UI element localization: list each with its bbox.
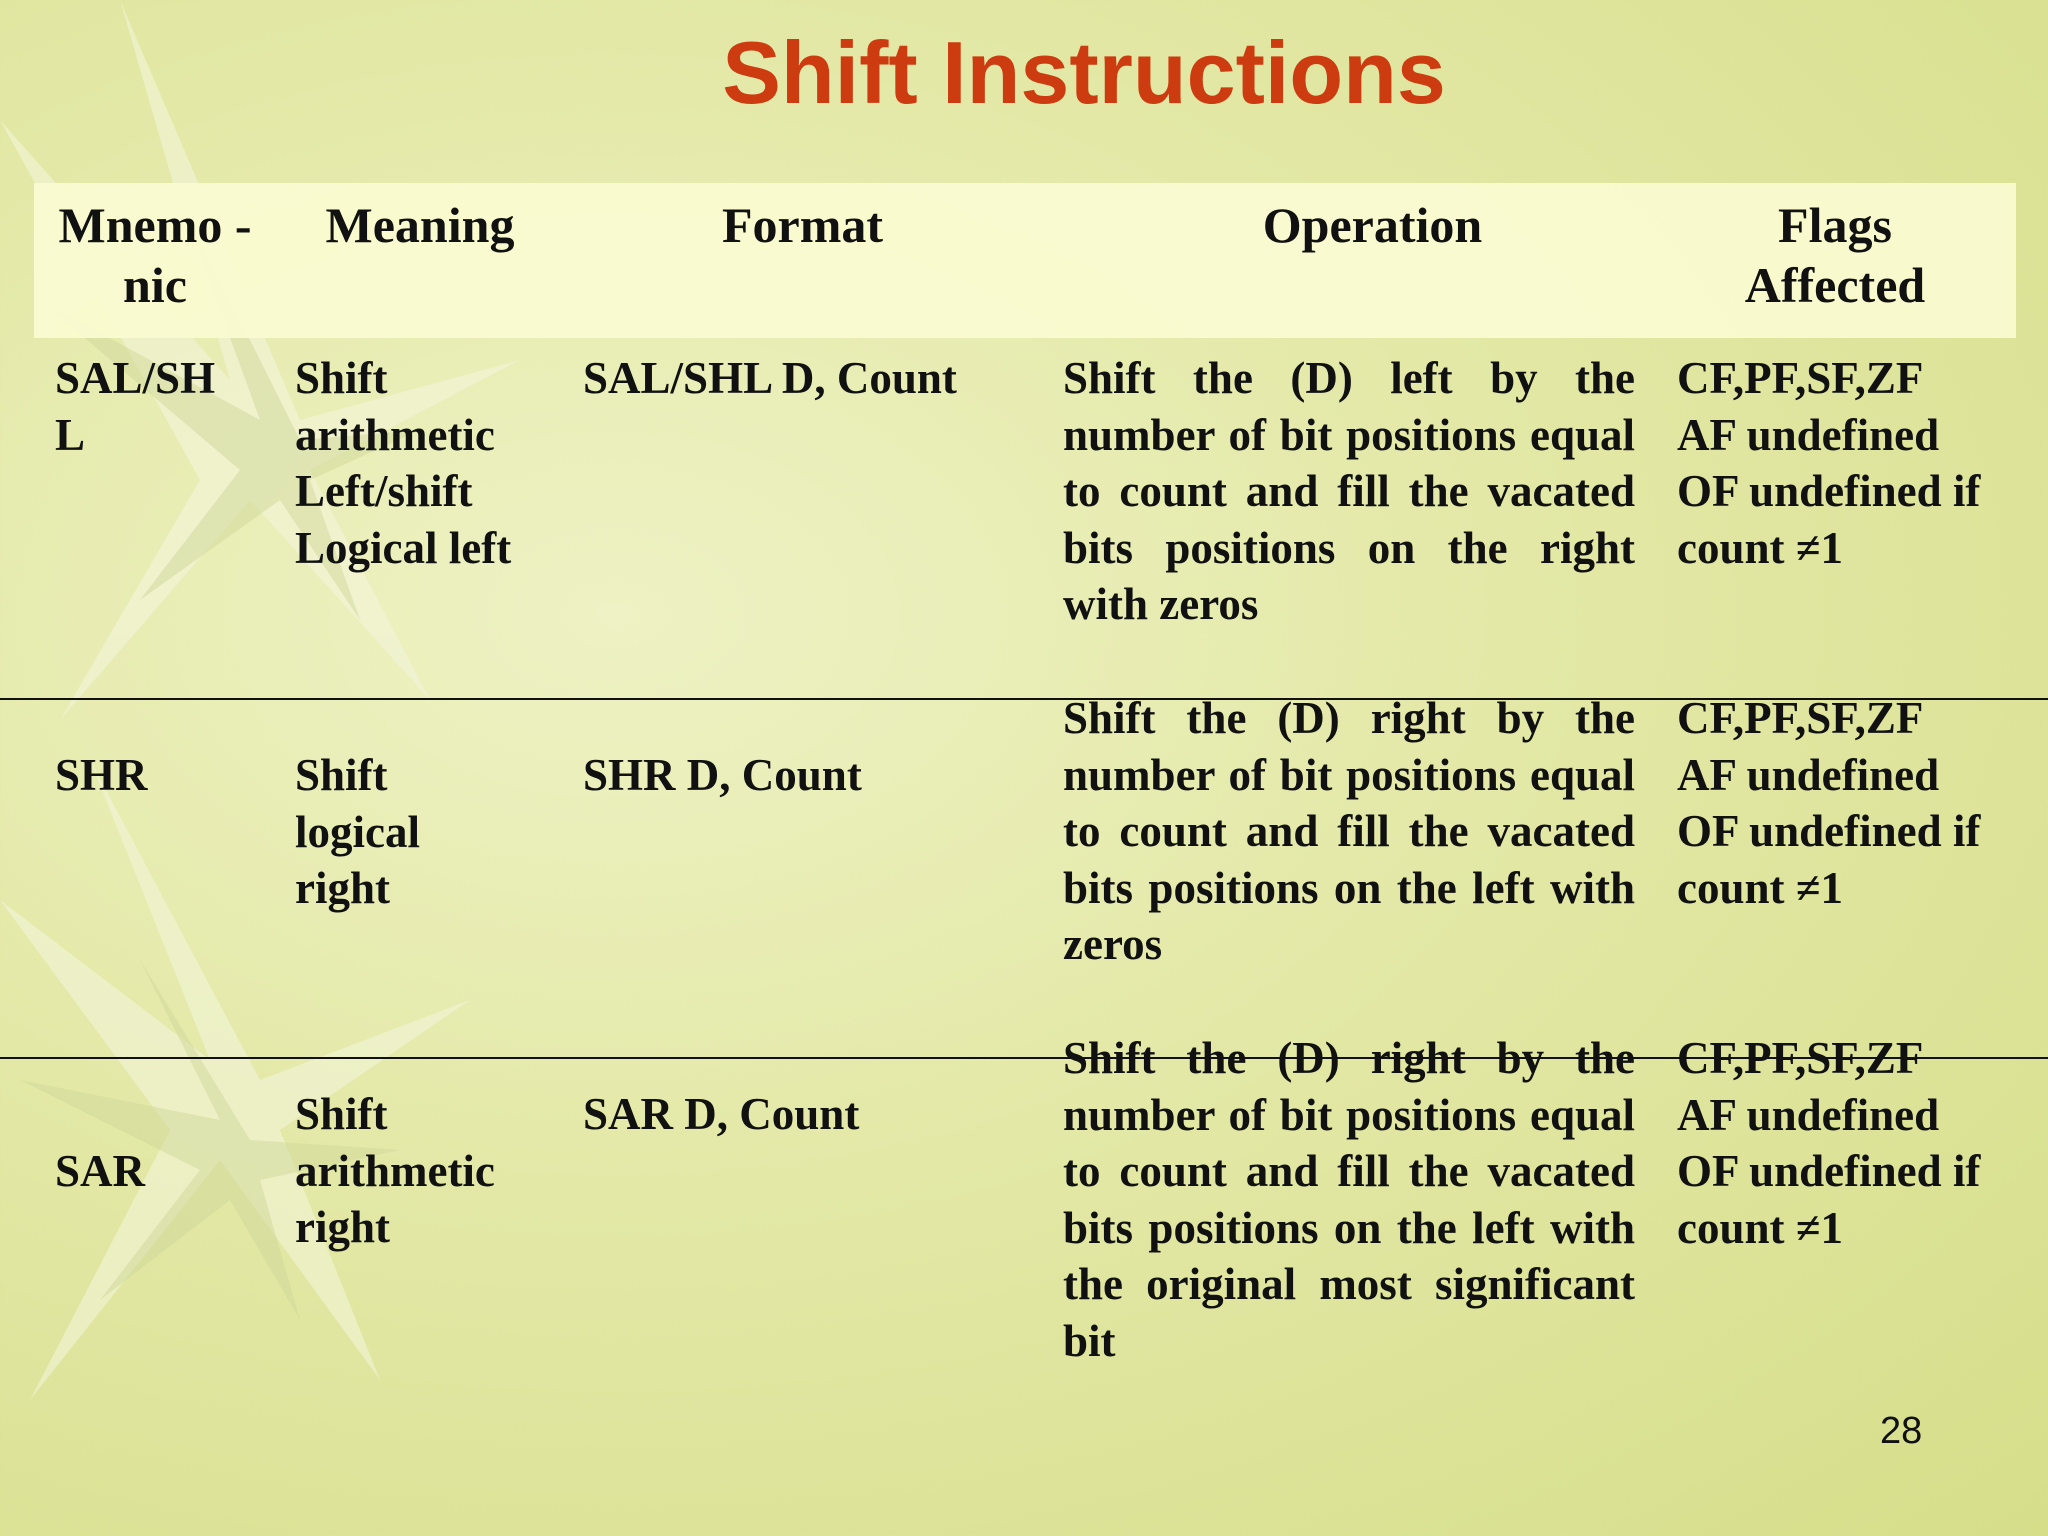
header-flags: Flags Affected <box>1744 197 1926 313</box>
slide-title: Shift Instructions <box>722 23 1446 122</box>
row-sar-format: SAR D, Count <box>583 1089 860 1139</box>
row-sal-mnemonic: SAL/SHL <box>55 353 216 460</box>
header-format: Format <box>721 197 884 253</box>
header-mnemonic: Mnemo -nic <box>58 197 252 313</box>
row-sal-format: SAL/SHL D, Count <box>583 353 957 403</box>
row-sal-flags: CF,PF,SF,ZF AF undefined OF undefined if count ≠1 <box>1677 353 1981 573</box>
row-shr-format: SHR D, Count <box>583 750 862 800</box>
row-sar-operation: Shift the (D) right by the number of bit positions equal to count and fill the vacated bits positions on the left with the original most significant bit <box>1063 1033 1635 1366</box>
header-meaning: Meaning <box>325 197 515 253</box>
row-sal-meaning: Shift arithmetic Left/shift Logical left <box>295 353 512 573</box>
row-sar-flags: CF,PF,SF,ZF AF undefined OF undefined if count ≠1 <box>1677 1033 1981 1253</box>
row-shr-meaning: Shift logical right <box>295 750 420 913</box>
row-shr-operation: Shift the (D) right by the number of bit positions equal to count and fill the vacated bits positions on the left with zeros <box>1063 693 1635 969</box>
row-sar-mnemonic: SAR <box>55 1146 146 1196</box>
row-shr-flags: CF,PF,SF,ZF AF undefined OF undefined if count ≠1 <box>1677 693 1981 913</box>
page-number: 28 <box>1880 1410 1923 1452</box>
row-shr-mnemonic: SHR <box>55 750 148 800</box>
header-operation: Operation <box>1262 197 1483 253</box>
row-sal-operation: Shift the (D) left by the number of bit positions equal to count and fill the vacated bits positions on the right with zeros <box>1063 353 1635 629</box>
row-sar-meaning: Shift arithmetic right <box>295 1089 495 1252</box>
